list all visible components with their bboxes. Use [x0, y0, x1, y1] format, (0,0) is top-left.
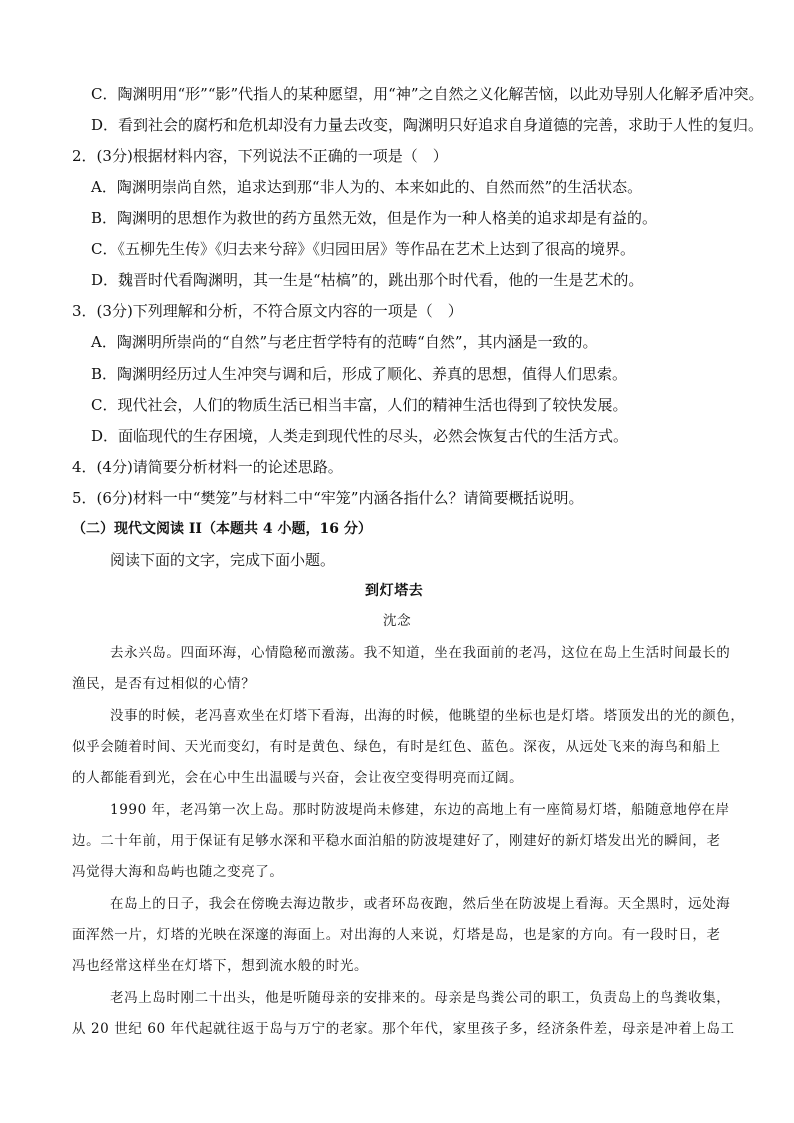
article-line: 老冯上岛时刚二十出头，他是听随母亲的安排来的。母亲是鸟粪公司的职工，负责岛上的鸟粪收集， — [110, 990, 731, 1006]
q3-option-a: A．陶渊明所崇尚的“自然”与老庄哲学特有的范畴“自然”，其内涵是一致的。 — [91, 333, 598, 351]
q3-option-c: C．现代社会，人们的物质生活已相当丰富，人们的精神生活也得到了较快发展。 — [91, 396, 628, 414]
article-line: 在岛上的日子，我会在傍晚去海边散步，或者环岛夜跑，然后坐在防波堤上看海。天全黑时，远处海 — [110, 896, 731, 912]
article-line: 冯也经常这样坐在灯塔下，想到流水般的时光。 — [72, 958, 369, 974]
article-line: 从 20 世纪 60 年代起就往返于岛与万宁的老家。那个年代，家里孩子多，经济条件差，母亲是冲着上岛工 — [72, 1021, 735, 1037]
q4-stem: 4．(4分)请简要分析材料一的论述思路。 — [72, 458, 343, 476]
q2-option-b: B．陶渊明的思想作为救世的药方虽然无效，但是作为一种人格美的追求却是有益的。 — [91, 209, 658, 227]
article-line: 去永兴岛。四面环海，心情隐秘而激荡。我不知道，坐在我面前的老冯，这位在岛上生活时间最长的 — [110, 645, 731, 661]
q2-option-d: D．魏晋时代看陶渊明，其一生是“枯槁”的，跳出那个时代看，他的一生是艺术的。 — [91, 271, 644, 289]
q2-option-c: C．《五柳先生传》《归去来兮辞》《归园田居》等作品在艺术上达到了很高的境界。 — [91, 240, 635, 258]
article-author: 沈念 — [383, 613, 412, 629]
reading-instruction: 阅读下面的文字，完成下面小题。 — [110, 551, 336, 569]
q3-option-b: B．陶渊明经历过人生冲突与调和后，形成了顺化、养真的思想，值得人们思索。 — [91, 365, 628, 383]
q2-option-a: A．陶渊明崇尚自然，追求达到那“非人为的、本来如此的、自然而然”的生活状态。 — [91, 178, 643, 196]
article-line: 冯觉得大海和岛屿也随之变亮了。 — [72, 864, 284, 880]
article-line: 1990 年，老冯第一次上岛。那时防波堤尚未修建，东边的高地上有一座简易灯塔，船随意地停在岸 — [110, 802, 730, 818]
article-line: 面浑然一片，灯塔的光映在深邃的海面上。对出海的人来说，灯塔是岛，也是家的方向。有一段时日，老 — [72, 927, 721, 943]
q3-stem: 3．(3分)下列理解和分析，不符合原文内容的一项是（ ） — [72, 302, 463, 320]
q5-stem: 5．(6分)材料一中“樊笼”与材料二中“牢笼”内涵各指什么？请简要概括说明。 — [72, 489, 584, 507]
q1-option-d: D．看到社会的腐朽和危机却没有力量去改变，陶渊明只好追求自身道德的完善，求助于人性的复归。 — [91, 116, 764, 134]
article-line: 的人都能看到光，会在心中生出温暖与兴奋，会让夜空变得明亮而辽阔。 — [72, 770, 524, 786]
section-heading: （二）现代文阅读 II（本题共 4 小题，16 分） — [72, 521, 372, 537]
article-line: 似乎会随着时间、天光而变幻，有时是黄色、绿色，有时是红色、蓝色。深夜，从远处飞来的海鸟和船上 — [72, 739, 721, 755]
article-line: 没事的时候，老冯喜欢坐在灯塔下看海，出海的时候，他眺望的坐标也是灯塔。塔顶发出的光的颜色， — [110, 708, 745, 724]
q2-stem: 2．(3分)根据材料内容，下列说法不正确的一项是（ ） — [72, 147, 448, 165]
article-title: 到灯塔去 — [365, 583, 424, 599]
q3-option-d: D．面临现代的生存困境，人类走到现代性的尽头，必然会恢复古代的生活方式。 — [91, 427, 629, 445]
article-line: 渔民，是否有过相似的心情？ — [72, 676, 256, 692]
q1-option-c: C．陶渊明用“形”“影”代指人的某种愿望，用“神”之自然之义化解苦恼，以此劝导别人化解矛盾冲突。 — [91, 85, 764, 103]
article-line: 边。二十年前，用于保证有足够水深和平稳水面泊船的防波堤建好了，刚建好的新灯塔发出光的瞬间，老 — [72, 833, 721, 849]
